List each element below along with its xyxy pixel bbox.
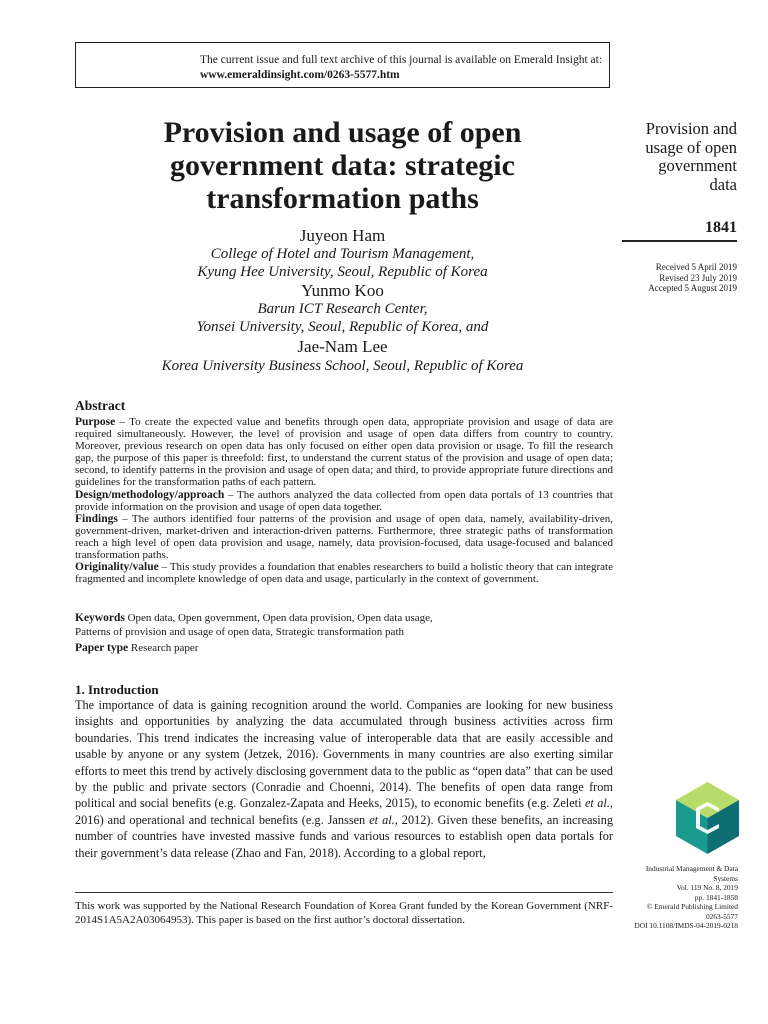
author-affiliation: Kyung Hee University, Seoul, Republic of Korea: [197, 264, 488, 280]
section-text: – This study provides a foundation that enables researchers to build a holistic theory that can integrate fragmented and incomplete knowledge of open data and usage, particularly in the context of government.: [75, 561, 613, 586]
abstract-findings: [75, 513, 613, 561]
abstract-purpose: [75, 416, 613, 489]
funding-footnote: This work was supported by the National Research Foundation of Korea Grant funded by the Korean Government (NRF-2014S1A5A2A03064953). This paper is based on the first author’s doctoral dissertation.: [75, 900, 613, 926]
intro-text: et al.: [584, 796, 610, 811]
running-head-line: data: [709, 174, 737, 194]
section-label: Design/methodology/approach: [75, 488, 225, 501]
running-head-line: government: [658, 156, 737, 175]
section-heading-introduction: 1. Introduction: [75, 682, 159, 697]
author-affiliation: Korea University Business School, Seoul, Republic of Korea: [161, 358, 524, 374]
section-text: – The authors analyzed the data collected from open data portals of 13 countries that provide information on the provision and usage of open data together.: [75, 488, 613, 513]
intro-text: The importance of data is gaining recognition around the world. Companies are looking for new business insights and opportunities by analyzing the data accumulated through business activities across firm boundaries. This trend indicates the increasing value of interoperable data that are easily accessible and usable by anyone or any system (Jetzek, 2016). Governments in many countries are also exerting similar efforts to meet this trend by actively disclosing government data to the public as “open data” that can be used by the public and private sectors (Conradie and Choenni, 2014). The benefits of open data range from political and social benefits (e.g. Gonzalez-Zapata and Heeks, 2015), to economic benefits (e.g. Zeleti: [75, 698, 613, 811]
received-date: Received 5 April 2019: [655, 262, 737, 272]
availability-text: The current issue and full text archive of this journal is available on Emerald Insight at:: [200, 54, 603, 66]
journal-info: [612, 864, 738, 931]
intro-text: , 2016) and operational and technical benefits (e.g. Janssen: [75, 796, 613, 827]
intro-text: , 2012). Given these benefits, an increasing number of countries have invested massive funds and various resources to establish open data portals for their government’s data release (Zhao and Fan, 2018). According to a global report,: [75, 812, 613, 860]
title-line: Provision and usage of open: [163, 116, 522, 149]
journal-issn: 0263-5577: [705, 911, 738, 921]
page-number-rule: [622, 240, 737, 242]
author-name: Jae-Nam Lee: [297, 337, 388, 356]
journal-url-link[interactable]: www.emeraldinsight.com/0263-5577.htm: [200, 69, 400, 81]
journal-volume: Vol. 119 No. 8, 2019: [676, 883, 738, 892]
keywords: [75, 612, 613, 639]
paper-type: [75, 642, 613, 656]
abstract-body: [75, 416, 613, 585]
section-text: – To create the expected value and benefits through open data, appropriate provision and usage of data are required simultaneously. However, the level of provision and usage of open data differs from country to country. Moreover, previous research on open data has only focused on either open data provision or usage. To fill the research gap, the purpose of this paper is threefold: first, to understand the current status of the provision and usage of open data; second, to identify patterns in the provision and usage of open data; and third, to provide appropriate future directions and guidelines for the transformation paths of each pattern.: [75, 416, 613, 489]
title-line: government data: strategic: [170, 149, 515, 182]
title-line: transformation paths: [206, 182, 479, 215]
journal-copyright: © Emerald Publishing Limited: [646, 902, 738, 911]
section-label: Findings: [75, 512, 118, 525]
running-head: [612, 120, 737, 194]
paper-title: [75, 116, 610, 215]
section-label: Purpose: [75, 416, 116, 428]
keywords-label: Keywords: [75, 612, 125, 624]
section-text: – The authors identified four patterns of the provision and usage of open data, namely, availability-driven, government-driven, market-driven and interaction-driven patterns. Furthermore, three strategic paths of transformation reach a high level of open data provision and usage, namely, data provision-focused, data usage-focused and balanced transformation paths.: [75, 512, 613, 562]
footnote-rule: [75, 892, 613, 893]
author-name: Juyeon Ham: [299, 226, 386, 245]
journal-name: Industrial Management & Data: [645, 864, 738, 873]
revised-date: Revised 23 July 2019: [659, 272, 737, 283]
abstract-originality: [75, 561, 613, 585]
journal-name: Systems: [713, 873, 738, 883]
keywords-text: Open data, Open government, Open data provision, Open data usage,: [124, 612, 433, 624]
paper-type-value: Research paper: [128, 642, 199, 654]
section-label: Originality/value: [75, 561, 159, 574]
paper-type-label: Paper type: [75, 642, 129, 654]
keywords-text: Patterns of provision and usage of open data, Strategic transformation path: [75, 625, 404, 638]
author-affiliation: Barun ICT Research Center,: [257, 301, 428, 317]
abstract-heading: Abstract: [75, 398, 126, 413]
page-number: 1841: [705, 219, 737, 236]
author-affiliation: Yonsei University, Seoul, Republic of Korea, and: [196, 319, 489, 335]
author-name: Yunmo Koo: [301, 281, 384, 300]
running-head-line: Provision and: [645, 119, 737, 138]
introduction-body: [75, 697, 613, 861]
publisher-logo-icon: [676, 782, 739, 854]
running-head-line: usage of open: [645, 137, 737, 157]
submission-dates: [612, 262, 737, 294]
journal-availability-box: [75, 42, 610, 88]
accepted-date: Accepted 5 August 2019: [648, 283, 737, 293]
journal-pages: pp. 1841-1858: [694, 892, 738, 902]
journal-doi[interactable]: DOI 10.1108/IMDS-04-2019-0218: [634, 921, 738, 930]
abstract-design: [75, 489, 613, 513]
author-affiliation: College of Hotel and Tourism Management,: [210, 246, 475, 262]
intro-text: et al.: [369, 812, 395, 827]
